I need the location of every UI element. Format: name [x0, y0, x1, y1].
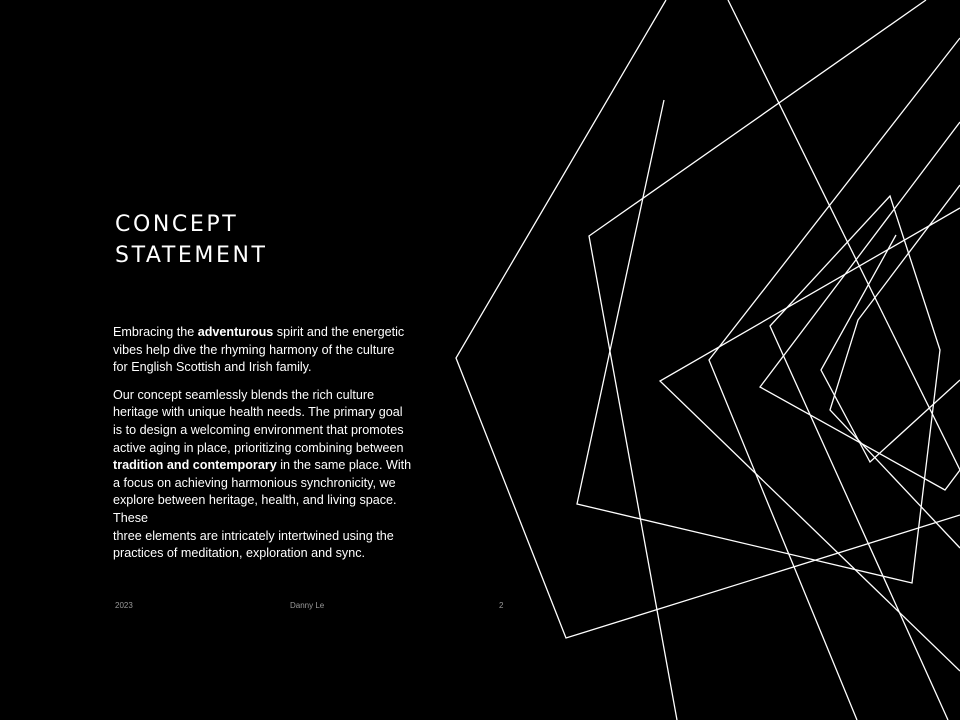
- text-line: vibes help dive the rhyming harmony of the culture: [113, 342, 395, 357]
- text-span: in the same place. With: [276, 458, 412, 473]
- diagonal-line-1: [728, 0, 960, 470]
- text-line: explore between heritage, health, and living space.: [113, 493, 397, 508]
- tilted-square-shape: [589, 0, 926, 720]
- large-diamond-shape: [709, 38, 960, 720]
- title-line-2: STATEMENT: [115, 243, 268, 268]
- concept-body: [113, 324, 458, 563]
- text-span: Embracing the: [113, 325, 198, 339]
- outer-hexagon-shape: [456, 0, 960, 638]
- text-line: [113, 457, 458, 475]
- title-line-1: CONCEPT: [115, 212, 239, 237]
- text-line: Our concept seamlessly blends the rich culture: [113, 387, 375, 402]
- paragraph-2: [113, 387, 458, 563]
- lower-square-shape: [660, 208, 960, 671]
- bold-adventurous: adventurous: [197, 325, 274, 339]
- text-line: practices of meditation, exploration and sync.: [113, 546, 366, 561]
- text-line: for English Scottish and Irish family.: [113, 360, 312, 375]
- text-line: [113, 324, 458, 342]
- bold-tradition: tradition and contemporary: [113, 458, 277, 473]
- footer-page-number: 2: [499, 601, 504, 610]
- inner-polygon-shape: [577, 100, 948, 720]
- page-title: [115, 209, 268, 271]
- footer-author: Danny Le: [290, 601, 325, 610]
- text-line: is to design a welcoming environment that promotes: [113, 422, 404, 437]
- text-line: heritage with unique health needs. The primary goal: [113, 405, 403, 420]
- text-line: a focus on achieving harmonious synchronicity, we: [113, 475, 396, 490]
- text-line: three elements are intricately intertwined using the: [113, 528, 394, 543]
- paragraph-1: [113, 324, 458, 377]
- text-line: active aging in place, prioritizing combining between: [113, 440, 404, 455]
- footer-year: 2023: [115, 601, 133, 610]
- text-span: spirit and the energetic: [273, 325, 405, 339]
- text-line: These: [113, 510, 149, 525]
